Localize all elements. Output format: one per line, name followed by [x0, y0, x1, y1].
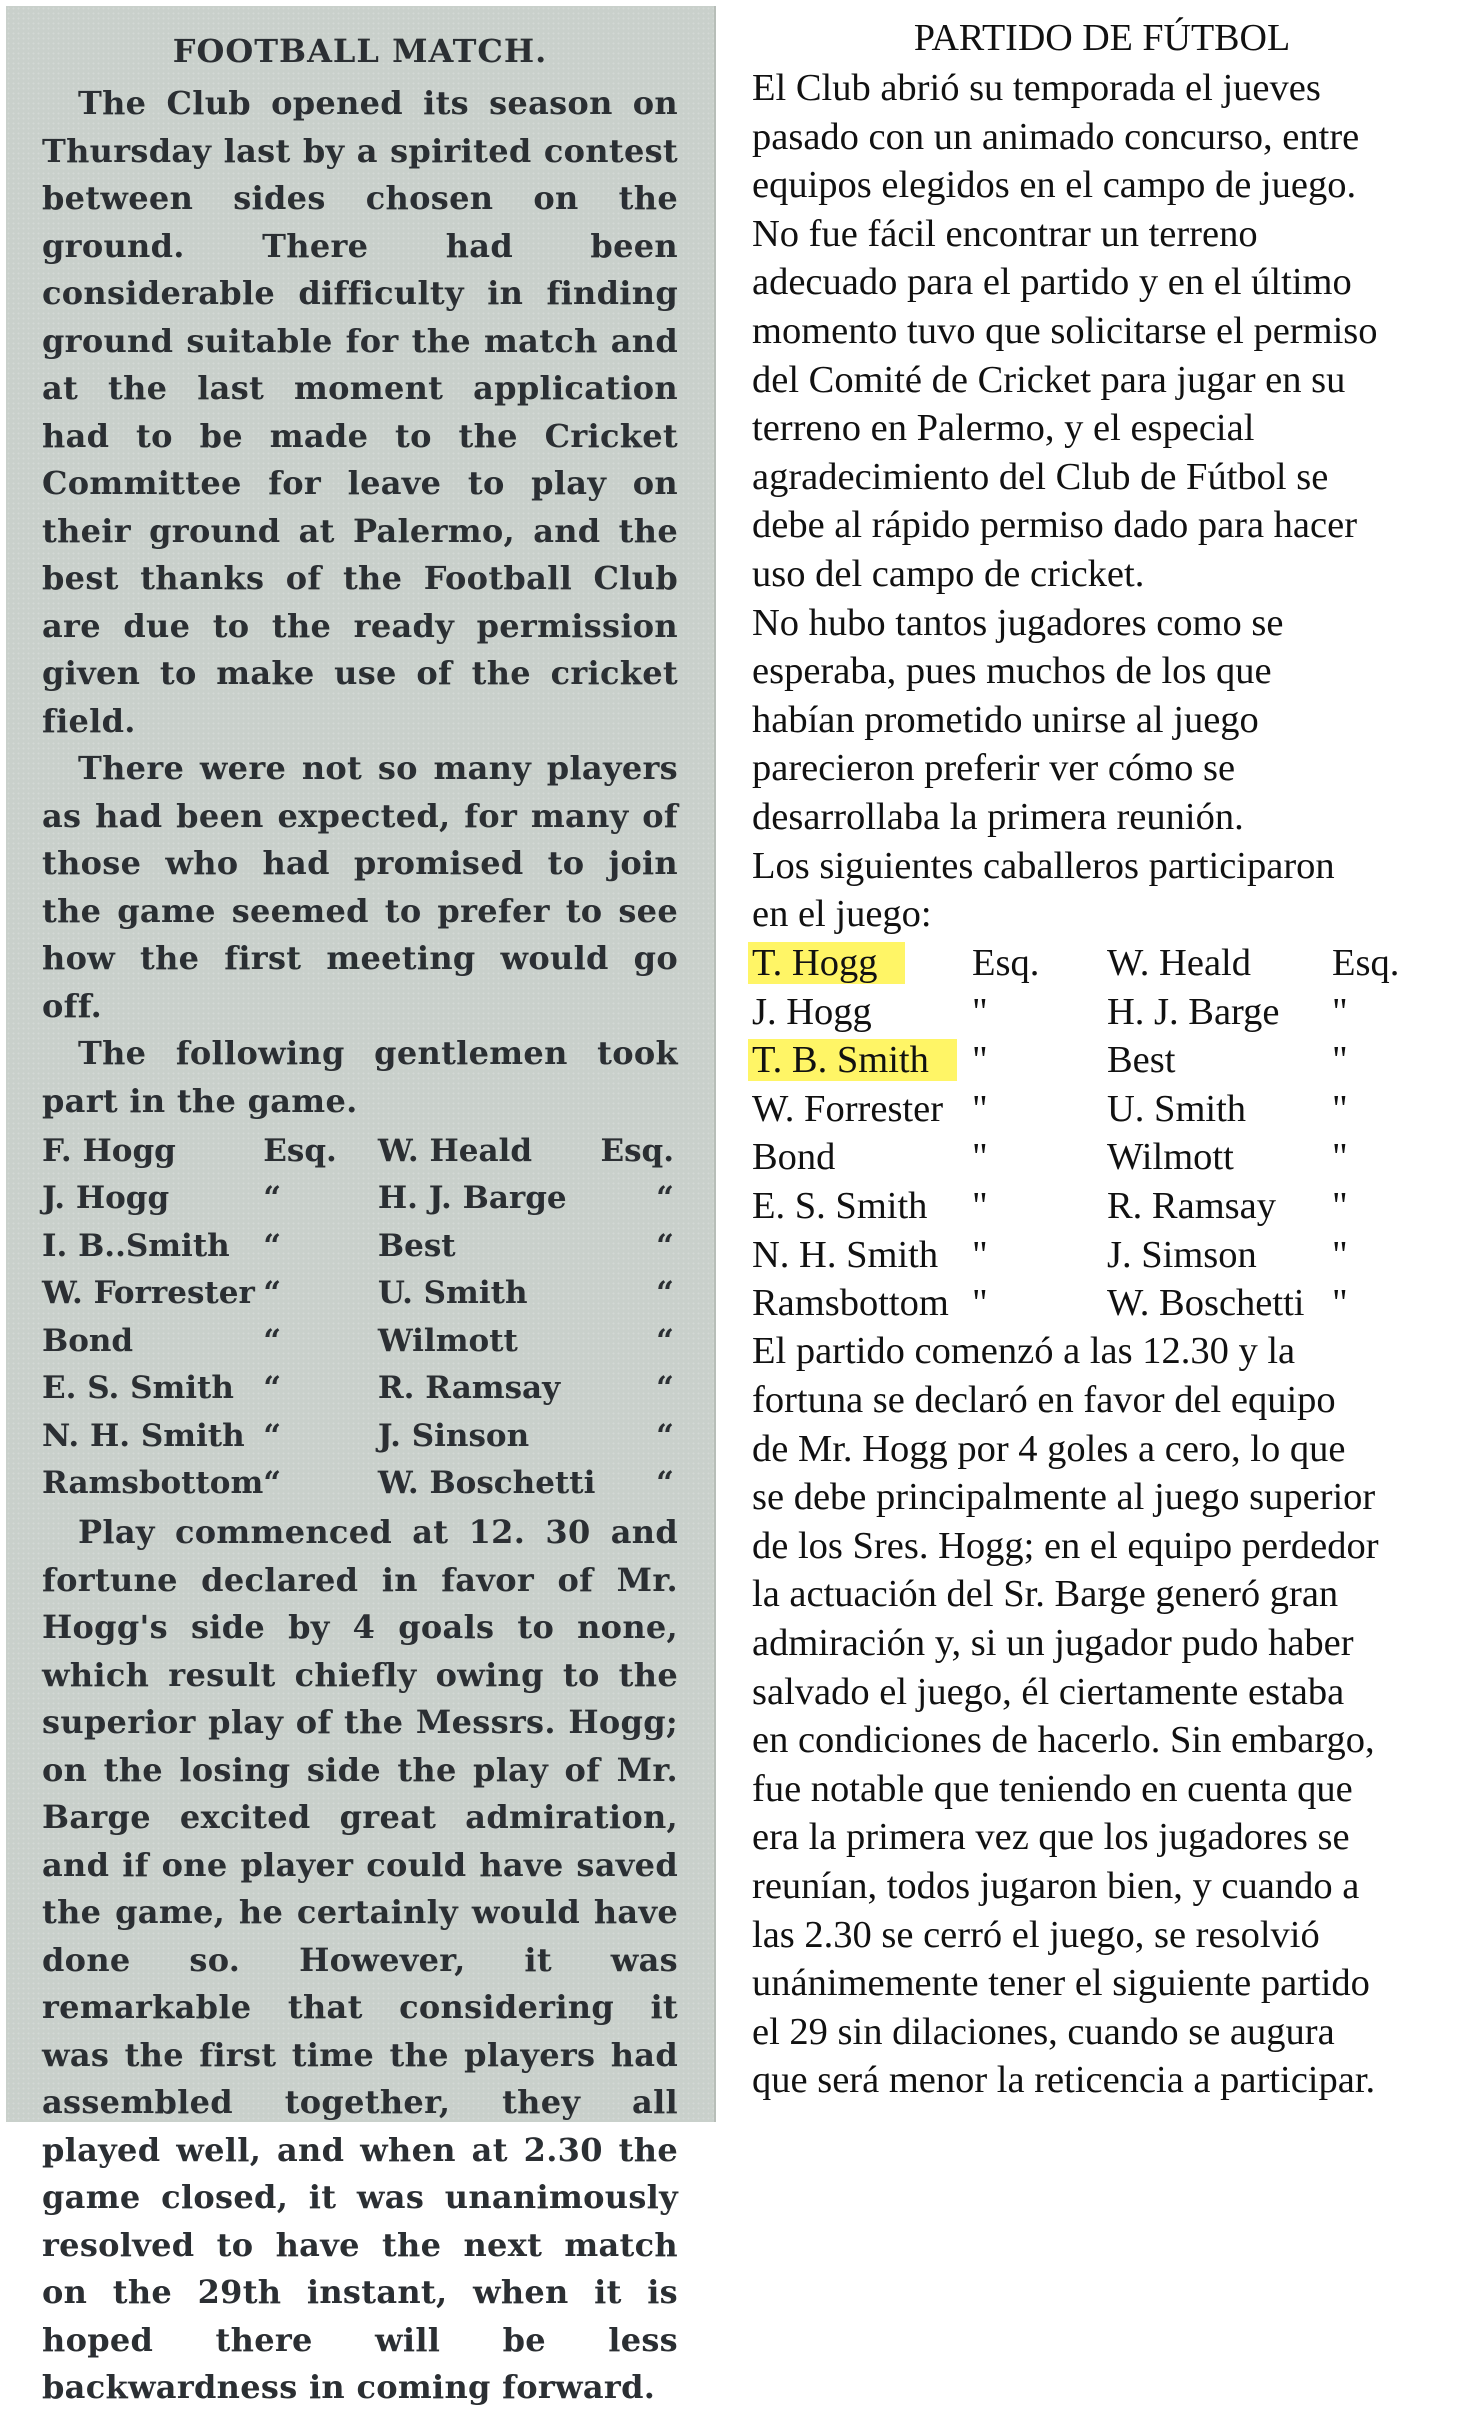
- player-title-text: “: [263, 1417, 282, 1454]
- player-name: [342, 1412, 601, 1460]
- player-title: [972, 1036, 1107, 1085]
- player-title-text: ": [972, 1184, 988, 1227]
- translation-line: de Mr. Hogg por 4 goles a cero, lo que: [752, 1427, 1346, 1470]
- player-name: [752, 1084, 972, 1133]
- translation-line: el 29 sin dilaciones, cuando se augura: [752, 2010, 1335, 2053]
- player-title: [600, 1412, 674, 1460]
- player-title-text: “: [656, 1370, 674, 1407]
- translation-line: No hubo tantos jugadores como se: [752, 601, 1284, 644]
- translation-line: en el juego:: [752, 893, 932, 936]
- player-name: [752, 987, 972, 1036]
- player-row: [42, 1365, 674, 1413]
- translation-line: se debe principalmente al juego superior: [752, 1476, 1376, 1519]
- player-name: [752, 1279, 972, 1328]
- player-title-text: ": [972, 990, 988, 1033]
- player-title: [600, 1460, 674, 1508]
- player-row: [752, 987, 1452, 1036]
- player-name-text: J. Hogg: [42, 1180, 170, 1217]
- player-title: [1332, 987, 1452, 1036]
- translation-line: habían prometido unirse al juego: [752, 698, 1259, 741]
- player-title-text: Esq.: [600, 1132, 674, 1169]
- player-title: [263, 1412, 342, 1460]
- player-row: [752, 1036, 1452, 1085]
- player-name: [342, 1317, 601, 1365]
- player-title-text: ": [972, 1039, 988, 1082]
- player-row: [42, 1412, 674, 1460]
- player-name-text: H. J. Barge: [377, 1180, 567, 1217]
- player-name-text: W. Boschetti: [377, 1465, 596, 1502]
- player-title: [972, 987, 1107, 1036]
- player-title-text: “: [263, 1370, 282, 1407]
- player-title: [263, 1460, 342, 1508]
- player-name: [1107, 1230, 1332, 1279]
- player-name-text: N. H. Smith: [752, 1233, 939, 1276]
- player-title: [600, 1365, 674, 1413]
- player-row: [42, 1270, 674, 1318]
- highlighted-player-name: T. B. Smith: [748, 1039, 957, 1081]
- player-title: [1332, 939, 1452, 988]
- player-name: [752, 1230, 972, 1279]
- player-name-text: E. S. Smith: [752, 1184, 928, 1227]
- player-name: [42, 1222, 263, 1270]
- player-name: [42, 1270, 263, 1318]
- player-title-text: “: [656, 1417, 674, 1454]
- translation-line: salvado el juego, él ciertamente estaba: [752, 1670, 1345, 1713]
- player-title-text: ": [972, 1233, 988, 1276]
- player-name-text: J. Hogg: [752, 990, 872, 1033]
- player-name: [42, 1175, 263, 1223]
- player-title: [1332, 1036, 1452, 1085]
- translation-line: unánimemente tener el siguiente partido: [752, 1962, 1370, 2005]
- player-name: [752, 1036, 972, 1085]
- player-name: [342, 1270, 601, 1318]
- translation-line: desarrollaba la primera reunión.: [752, 795, 1244, 838]
- player-name: [342, 1460, 601, 1508]
- player-name-text: Best: [377, 1227, 456, 1264]
- player-row: [752, 1279, 1452, 1328]
- player-title-text: ": [1332, 1039, 1348, 1082]
- player-name-text: W. Boschetti: [1107, 1282, 1305, 1325]
- player-name: [342, 1127, 601, 1175]
- player-name: [1107, 1133, 1332, 1182]
- player-title: [1332, 1084, 1452, 1133]
- player-name-text: Bond: [752, 1136, 836, 1179]
- translation-line: momento tuvo que solicitarse el permiso: [752, 309, 1378, 352]
- player-title: [1332, 1133, 1452, 1182]
- translation-closing: [752, 1327, 1452, 2105]
- player-title-text: ": [1332, 1184, 1348, 1227]
- player-name-text: Best: [1107, 1039, 1176, 1082]
- player-title: [600, 1317, 674, 1365]
- highlighted-player-name: T. Hogg: [748, 942, 905, 984]
- player-title-text: Esq.: [972, 941, 1040, 984]
- player-title-text: “: [263, 1275, 282, 1312]
- player-name-text: F. Hogg: [42, 1132, 176, 1169]
- player-title-text: Esq.: [263, 1132, 337, 1169]
- player-title-text: “: [656, 1180, 674, 1217]
- translation-line: terreno en Palermo, y el especial: [752, 407, 1255, 450]
- player-name-text: I. B..Smith: [42, 1227, 230, 1264]
- player-title: [263, 1175, 342, 1223]
- player-title-text: “: [263, 1322, 282, 1359]
- player-title-text: “: [263, 1180, 282, 1217]
- player-title-text: Esq.: [1332, 941, 1400, 984]
- player-name: [42, 1317, 263, 1365]
- player-title-text: ": [1332, 1233, 1348, 1276]
- player-title: [972, 1084, 1107, 1133]
- player-name-text: R. Ramsay: [377, 1370, 561, 1407]
- player-name: [1107, 987, 1332, 1036]
- player-name: [1107, 1036, 1332, 1085]
- player-title: [972, 939, 1107, 988]
- translation-line: uso del campo de cricket.: [752, 552, 1145, 595]
- translation-line: la actuación del Sr. Barge generó gran: [752, 1573, 1339, 1616]
- player-title-text: ": [972, 1282, 988, 1325]
- player-name-text: Wilmott: [377, 1322, 518, 1359]
- translation-line: las 2.30 se cerró el juego, se resolvió: [752, 1913, 1320, 1956]
- clipping-paragraph: There were not so many players as had been expected, for many of those who had promised to join the game seemed to prefer to see how the first meeting would go off.: [42, 749, 678, 1025]
- player-title: [1332, 1279, 1452, 1328]
- player-title: [600, 1270, 674, 1318]
- player-name-text: J. Simson: [1107, 1233, 1257, 1276]
- clipping-title: FOOTBALL MATCH.: [172, 32, 548, 70]
- player-name-text: J. Sinson: [377, 1417, 530, 1454]
- player-name: [342, 1175, 601, 1223]
- translation-line: parecieron preferir ver cómo se: [752, 747, 1236, 790]
- player-name-text: U. Smith: [377, 1275, 528, 1312]
- player-name-text: N. H. Smith: [42, 1417, 245, 1454]
- newspaper-clipping: [6, 6, 716, 2406]
- player-title: [263, 1270, 342, 1318]
- player-title: [263, 1127, 342, 1175]
- clipping-closing-paragraph: Play commenced at 12. 30 and fortune declared in favor of Mr. Hogg's side by 4 goals to none, which result chiefly owing to the superior play of the Messrs. Hogg; on the losing side the play of Mr. Barge excited great admiration, and if one player could have saved the game, he certainly would have done so. However, it was remarkable that considering it was the first time the players had assembled together, they all played well, and when at 2.30 the game closed, it was unanimously resolved to have the next match on the 29th instant, when it is hoped there will be less backwardness in coming forward.: [42, 1513, 678, 2406]
- translation-line: en condiciones de hacerlo. Sin embargo,: [752, 1719, 1375, 1762]
- player-name: [1107, 939, 1332, 988]
- player-name: [752, 939, 972, 988]
- player-name-text: W. Forrester: [42, 1275, 255, 1312]
- player-title: [1332, 1182, 1452, 1231]
- player-title-text: ": [1332, 990, 1348, 1033]
- translation-title: PARTIDO DE FÚTBOL: [913, 17, 1291, 59]
- translation-line: era la primera vez que los jugadores se: [752, 1816, 1350, 1859]
- translation-line: fue notable que teniendo en cuenta que: [752, 1767, 1353, 1810]
- player-title-text: ": [1332, 1087, 1348, 1130]
- player-title-text: “: [656, 1465, 674, 1502]
- player-title: [600, 1175, 674, 1223]
- player-name: [342, 1365, 601, 1413]
- translation-line: de los Sres. Hogg; en el equipo perdedor: [752, 1524, 1379, 1567]
- player-name-text: Wilmott: [1107, 1136, 1234, 1179]
- player-name: [752, 1133, 972, 1182]
- player-row: [752, 939, 1452, 988]
- player-name: [752, 1182, 972, 1231]
- player-name: [42, 1365, 263, 1413]
- player-title: [972, 1182, 1107, 1231]
- translation-line: debe al rápido permiso dado para hacer: [752, 504, 1358, 547]
- player-title: [600, 1127, 674, 1175]
- player-name-text: U. Smith: [1107, 1087, 1247, 1130]
- player-title-text: ": [972, 1136, 988, 1179]
- player-name-text: E. S. Smith: [42, 1370, 234, 1407]
- translation-line: adecuado para el partido y en el último: [752, 261, 1352, 304]
- clipping-paragraph: The following gentlemen took part in the game.: [42, 1034, 678, 1120]
- spanish-translation: [752, 12, 1452, 2122]
- player-name-text: H. J. Barge: [1107, 990, 1280, 1033]
- player-name: [1107, 1279, 1332, 1328]
- player-title-text: “: [263, 1465, 282, 1502]
- translation-line: agradecimiento del Club de Fútbol se: [752, 455, 1329, 498]
- player-title: [972, 1133, 1107, 1182]
- player-title-text: ": [972, 1087, 988, 1130]
- player-row: [42, 1127, 674, 1175]
- player-row: [42, 1175, 674, 1223]
- player-name: [42, 1460, 263, 1508]
- translation-line: del Comité de Cricket para jugar en su: [752, 358, 1346, 401]
- player-name: [342, 1222, 601, 1270]
- player-title: [263, 1365, 342, 1413]
- player-title-text: ": [1332, 1136, 1348, 1179]
- player-name-text: Ramsbottom: [42, 1465, 264, 1502]
- player-title-text: “: [656, 1227, 674, 1264]
- player-title: [263, 1317, 342, 1365]
- translation-line: No fue fácil encontrar un terreno: [752, 212, 1258, 255]
- player-name-text: W. Forrester: [752, 1087, 944, 1130]
- translation-line: esperaba, pues muchos de los que: [752, 650, 1272, 693]
- translation-line: fortuna se declaró en favor del equipo: [752, 1379, 1336, 1422]
- player-title-text: “: [263, 1227, 282, 1264]
- player-name-text: W. Heald: [377, 1132, 533, 1169]
- translation-line: admiración y, si un jugador pudo haber: [752, 1622, 1354, 1664]
- player-name-text: R. Ramsay: [1107, 1184, 1276, 1227]
- player-name-text: Ramsbottom: [752, 1282, 949, 1325]
- player-row: [752, 1230, 1452, 1279]
- player-name: [1107, 1084, 1332, 1133]
- player-name: [42, 1412, 263, 1460]
- player-title: [972, 1230, 1107, 1279]
- player-row: [752, 1182, 1452, 1231]
- player-row: [42, 1460, 674, 1508]
- player-name-text: Bond: [42, 1322, 134, 1359]
- player-name: [42, 1127, 263, 1175]
- player-title: [1332, 1230, 1452, 1279]
- translation-player-list: [752, 939, 1452, 1328]
- player-title-text: “: [656, 1322, 674, 1359]
- translation-intro: [752, 64, 1452, 939]
- translation-line: El partido comenzó a las 12.30 y la: [752, 1330, 1296, 1373]
- translation-line: pasado con un animado concurso, entre: [752, 115, 1360, 158]
- translation-line: El Club abrió su temporada el jueves: [752, 67, 1321, 109]
- player-title: [263, 1222, 342, 1270]
- translation-line: reunían, todos jugaron bien, y cuando a: [752, 1864, 1360, 1907]
- player-title-text: “: [656, 1275, 674, 1312]
- player-name: [1107, 1182, 1332, 1231]
- player-row: [752, 1084, 1452, 1133]
- translation-line: Los siguientes caballeros participaron: [752, 844, 1335, 887]
- clipping-player-list: [42, 1127, 674, 1507]
- player-row: [42, 1222, 674, 1270]
- player-title-text: ": [1332, 1282, 1348, 1325]
- player-name-text: W. Heald: [1107, 941, 1251, 984]
- player-row: [42, 1317, 674, 1365]
- clipping-paragraph: The Club opened its season on Thursday last by a spirited contest between sides chosen on the ground. There had been considerable difficulty in finding ground suitable for the match and at the last moment application had to be made to the Cricket Committee for leave to play on their ground at Palermo, and the best thanks of the Football Club are due to the ready permission given to make use of the cricket field.: [42, 84, 678, 740]
- player-row: [752, 1133, 1452, 1182]
- player-title: [972, 1279, 1107, 1328]
- translation-line: que será menor la reticencia a participar.: [752, 2059, 1376, 2102]
- player-title: [600, 1222, 674, 1270]
- translation-line: equipos elegidos en el campo de juego.: [752, 164, 1357, 207]
